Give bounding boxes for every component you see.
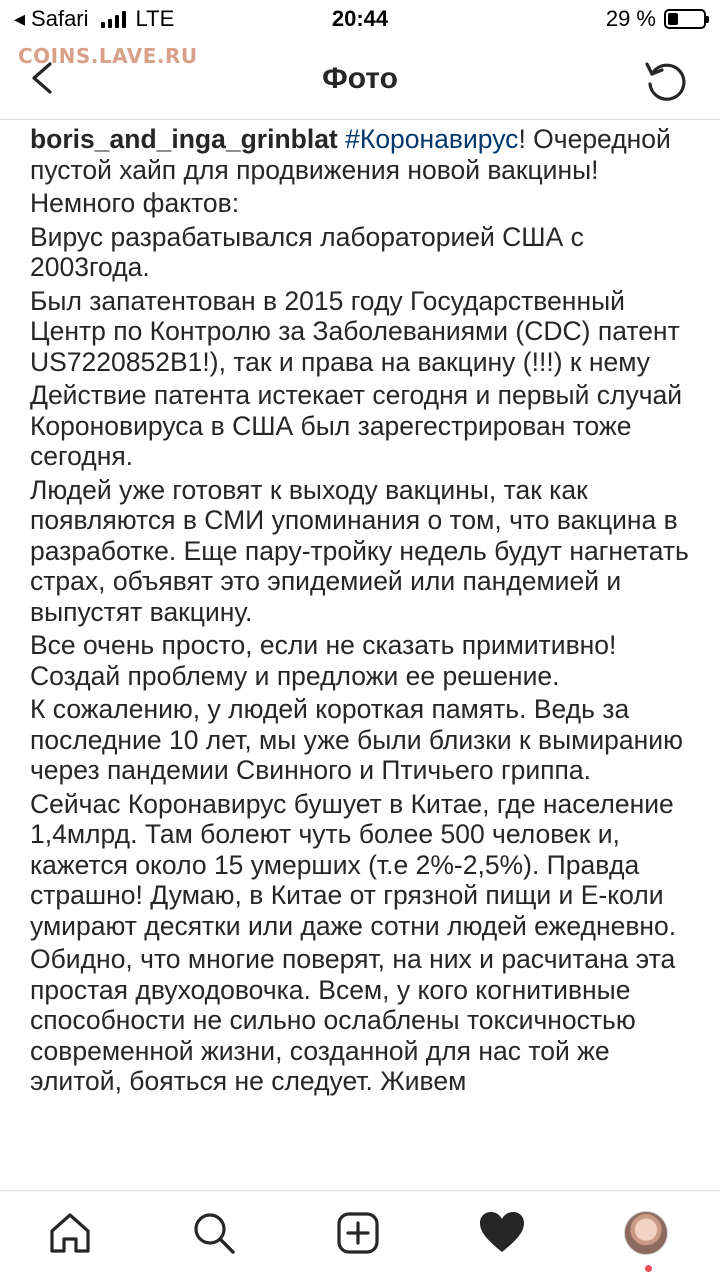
- home-icon: [46, 1209, 94, 1257]
- status-bar: [0, 0, 720, 40]
- nav-profile-button[interactable]: [618, 1205, 674, 1261]
- status-right: [606, 6, 706, 32]
- battery-fill: [668, 13, 678, 25]
- post-username[interactable]: boris_and_inga_grinblat: [30, 124, 338, 154]
- network-label: LTE: [135, 6, 175, 31]
- refresh-icon: [640, 54, 692, 106]
- search-icon: [190, 1209, 238, 1257]
- caption-paragraph: Людей уже готовят к выходу вакцины, так как появляются в СМИ упоминания о том, что вакцина в разработке. Еще пару-тройку недель будут нагнетать страх, объявят это эпидемией или пандемией и выпустят вакцину.: [30, 474, 689, 627]
- caption-paragraph: Вирус разрабатывался лабораторией США с 2003года.: [30, 221, 584, 282]
- page-title: Фото: [322, 62, 398, 95]
- caption-paragraph: Сейчас Коронавирус бушует в Китае, где население 1,4млрд. Там болеют чуть более 500 человек и, кажется около 15 умерших (т.е 2%-2,5%). Правда страшно! Думаю, в Китае от грязной пищи и Е-коли умирают десятки или даже сотни людей ежедневно.: [30, 788, 677, 941]
- caption-paragraph: Был запатентован в 2015 году Государственный Центр по Контролю за Заболеваниями (CDC) патент US7220852B1!), так и права на вакцину (!!!) к нему: [30, 285, 680, 377]
- battery-percent: 29 %: [605, 6, 656, 31]
- caption-first-paragraph: [30, 124, 695, 185]
- bottom-nav: [0, 1190, 720, 1280]
- caption-paragraph: К сожалению, у людей короткая память. Ведь за последние 10 лет, мы уже были близки к вымиранию через пандемии Свинного и Птичьего гриппа.: [30, 694, 683, 785]
- nav-search-button[interactable]: [186, 1205, 242, 1261]
- caption-paragraph: Все очень просто, если не сказать примитивно! Создай проблему и предложи ее решение.: [30, 630, 617, 691]
- caption-paragraph: Немного фактов:: [30, 188, 240, 218]
- activity-heart-icon: [477, 1208, 527, 1258]
- nav-home-button[interactable]: [42, 1205, 98, 1261]
- refresh-button[interactable]: [640, 54, 692, 106]
- notification-dot: [645, 1265, 652, 1272]
- caption-paragraph: Обидно, что многие поверят, на них и расчитана эта простая двуходовочка. Всем, у кого когнитивные способности не сильно ослаблены токсичностью современной жизни, созданной для нас той же элитой, бояться не следует. Живем: [30, 944, 676, 1096]
- post-hashtag[interactable]: #Коронавирус: [345, 124, 519, 154]
- battery-icon: [664, 9, 706, 29]
- status-time: 20:44: [331, 6, 389, 31]
- caption-paragraph: Действие патента истекает сегодня и первый случай Короновируса в США был зарегестрирован тоже сегодня.: [30, 380, 683, 471]
- back-to-app-icon: ◂: [14, 6, 26, 31]
- caption-first-line-rest: ! Очередной пустой хайп для продвижения новой вакцины!: [30, 124, 671, 185]
- post-caption: [30, 124, 695, 1190]
- watermark: COINS.LAVE.RU: [18, 44, 198, 68]
- add-post-icon: [334, 1209, 382, 1257]
- nav-activity-button[interactable]: [474, 1205, 530, 1261]
- back-app-label: Safari: [31, 6, 89, 31]
- profile-avatar: [624, 1211, 668, 1255]
- nav-add-post-button[interactable]: [330, 1205, 386, 1261]
